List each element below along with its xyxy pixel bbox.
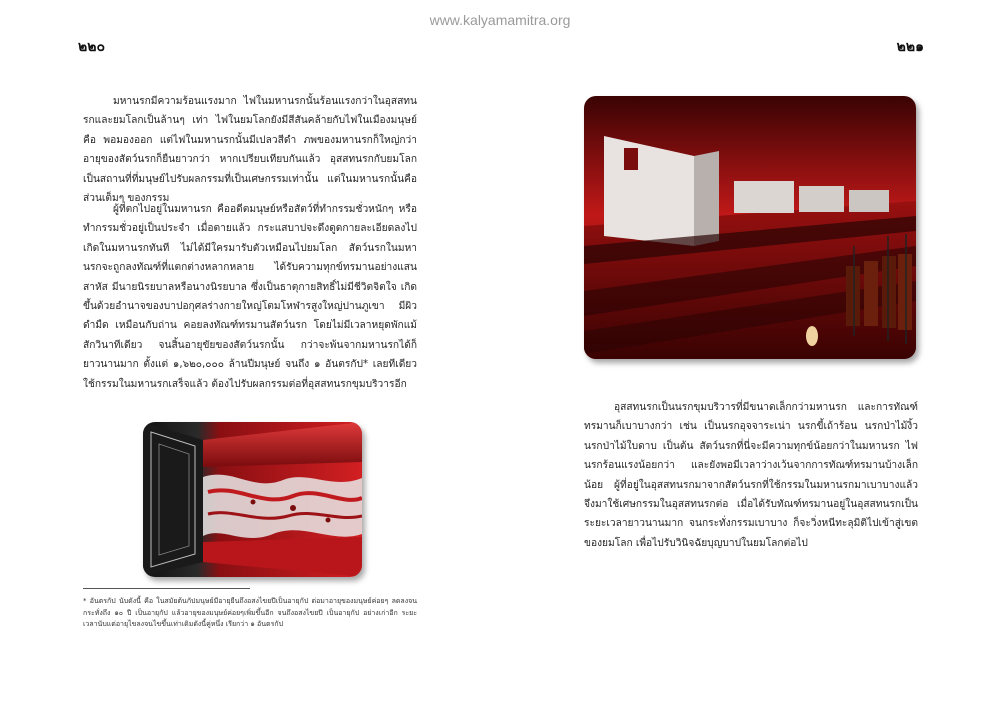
footnote-rule <box>83 588 250 589</box>
left-page-number: ๒๒๐ <box>78 39 106 55</box>
left-paragraph-1: มหานรกมีความร้อนแรงมาก ไฟในมหานรกนั้นร้อนแรงกว่าในอุสสทนรกและยมโลกเป็นล้านๆ เท่า ไฟในยมโลกยังมีสีสันคล้ายกับไฟในเมืองมนุษย์ คือ พอมองออก แต่ไฟในมหานรกนั้นมีเปลวสีดำ ภพของมหานรกก็ใหญ่กว่า อายุของสัตว์นรกก็ยืนยาวกว่า หากเปรียบเทียบกันแล้ว อุสสทนรกกับยมโลกเป็นสถานที่ที่มนุษย์ไปรับผลกรรมที่เป็นเศษกรรมเท่านั้น แต่ในมหานรกนั้นคือ ส่วนเต็มๆ ของกรรม <box>83 96 417 205</box>
site-url: www.kalyamamitra.org <box>429 12 571 28</box>
right-page-number: ๒๒๑ <box>896 39 924 55</box>
left-paragraph-2: ผู้ที่ตกไปอยู่ในมหานรก คืออดีตมนุษย์หรือสัตว์ที่ทำกรรมชั่วหนักๆ หรือทำกรรมชั่วอยู่เป็นประจำ เมื่อตายแล้ว กระแสบาปจะดึงดูดกายละเอียดลงไปเกิดในมหานรกทันที ไม่ได้มีใครมารับตัวเหมือนไปยมโลก สัตว์นรกในมหานรกจะถูกลงทัณฑ์ที่แตกต่างหลากหลาย ได้รับความทุกข์ทรมานอย่างแสนสาหัส มีนายนิรยบาลหรือนางนิรยบาล ซึ่งเป็นธาตุกายสิทธิ์ไม่มีชีวิตจิตใจ เกิดขึ้นด้วยอำนาจของบาปอกุศลร่างกายใหญ่โตมโหฬารสูงใหญ่ปานภูเขา มีผิวดำมืด เหมือนกับถ่าน คอยลงทัณฑ์ทรมานสัตว์นรก โดยไม่มีเวลาหยุดพักแม้สักวินาทีเดียว จนสิ้นอายุขัยของสัตว์นรกนั้น กว่าจะพ้นจากมหานรกได้ก็ยาวนานมาก ตั้งแต่ ๑,๖๒๐,๐๐๐ ล้านปีมนุษย์ จนถึง ๑ อันตรกัป* เลยทีเดียว ใช้กรรมในมหานรกเสร็จแล้ว ต้องไปรับผลกรรมต่อที่อุสสทนรกขุมบริวารอีก <box>83 204 417 390</box>
footnote: * อันตรกัป นับดังนี้ คือ ในสมัยต้นกัปมนุษย์มีอายุยืนถึงอสงไขยปีเป็นอายุกัป ต่อมาอายุของมนุษย์ค่อยๆ ลดลงจนกระทั่งถึง ๑๐ ปี เป็นอายุกัป แล้วอายุของมนุษย์ค่อยๆเพิ่มขึ้นอีก จนถึงอสงไขยปี เป็นอายุกัป อย่างเก่าอีก ระยะเวลานับแต่อายุไขลงจนไขขึ้นเท่าเดิมดังนี้คู่หนึ่ง เรียกว่า ๑ อันตรกัป <box>83 597 417 628</box>
mahanaraka-fire-illustration <box>143 422 362 577</box>
right-paragraph-1: อุสสทนรกเป็นนรกขุมบริวารที่มีขนาดเล็กกว่ามหานรก และการทัณฑ์ทรมานก็เบาบางกว่า เช่น เป็นนรกอุจจาระเน่า นรกขี้เถ้าร้อน นรกป่าไม้งิ้ว นรกป่าไม้ใบดาบ เป็นต้น สัตว์นรกที่นี่จะมีความทุกข์น้อยกว่าในมหานรก ไฟนรกร้อนแรงน้อยกว่า และยังพอมีเวลาว่างเว้นจากการทัณฑ์ทรมานบ้างเล็กน้อย ผู้ที่อยู่ในอุสสทนรกมาจากสัตว์นรกที่ใช้กรรมในมหานรกมาเบาบางแล้ว จึงมาใช้เศษกรรมในอุสสทนรกต่อ เมื่อได้รับทัณฑ์ทรมานอยู่ในอุสสทนรกเป็นระยะเวลายาวนานมาก จนกระทั่งกรรมเบาบาง ก็จะวิ่งหนีทะลุมิติไปเข้าสู่เขตของยมโลก เพื่อไปรับวินิจฉัยบุญบาปในยมโลกต่อไป <box>584 402 918 549</box>
ussada-naraka-court-illustration <box>584 96 916 359</box>
